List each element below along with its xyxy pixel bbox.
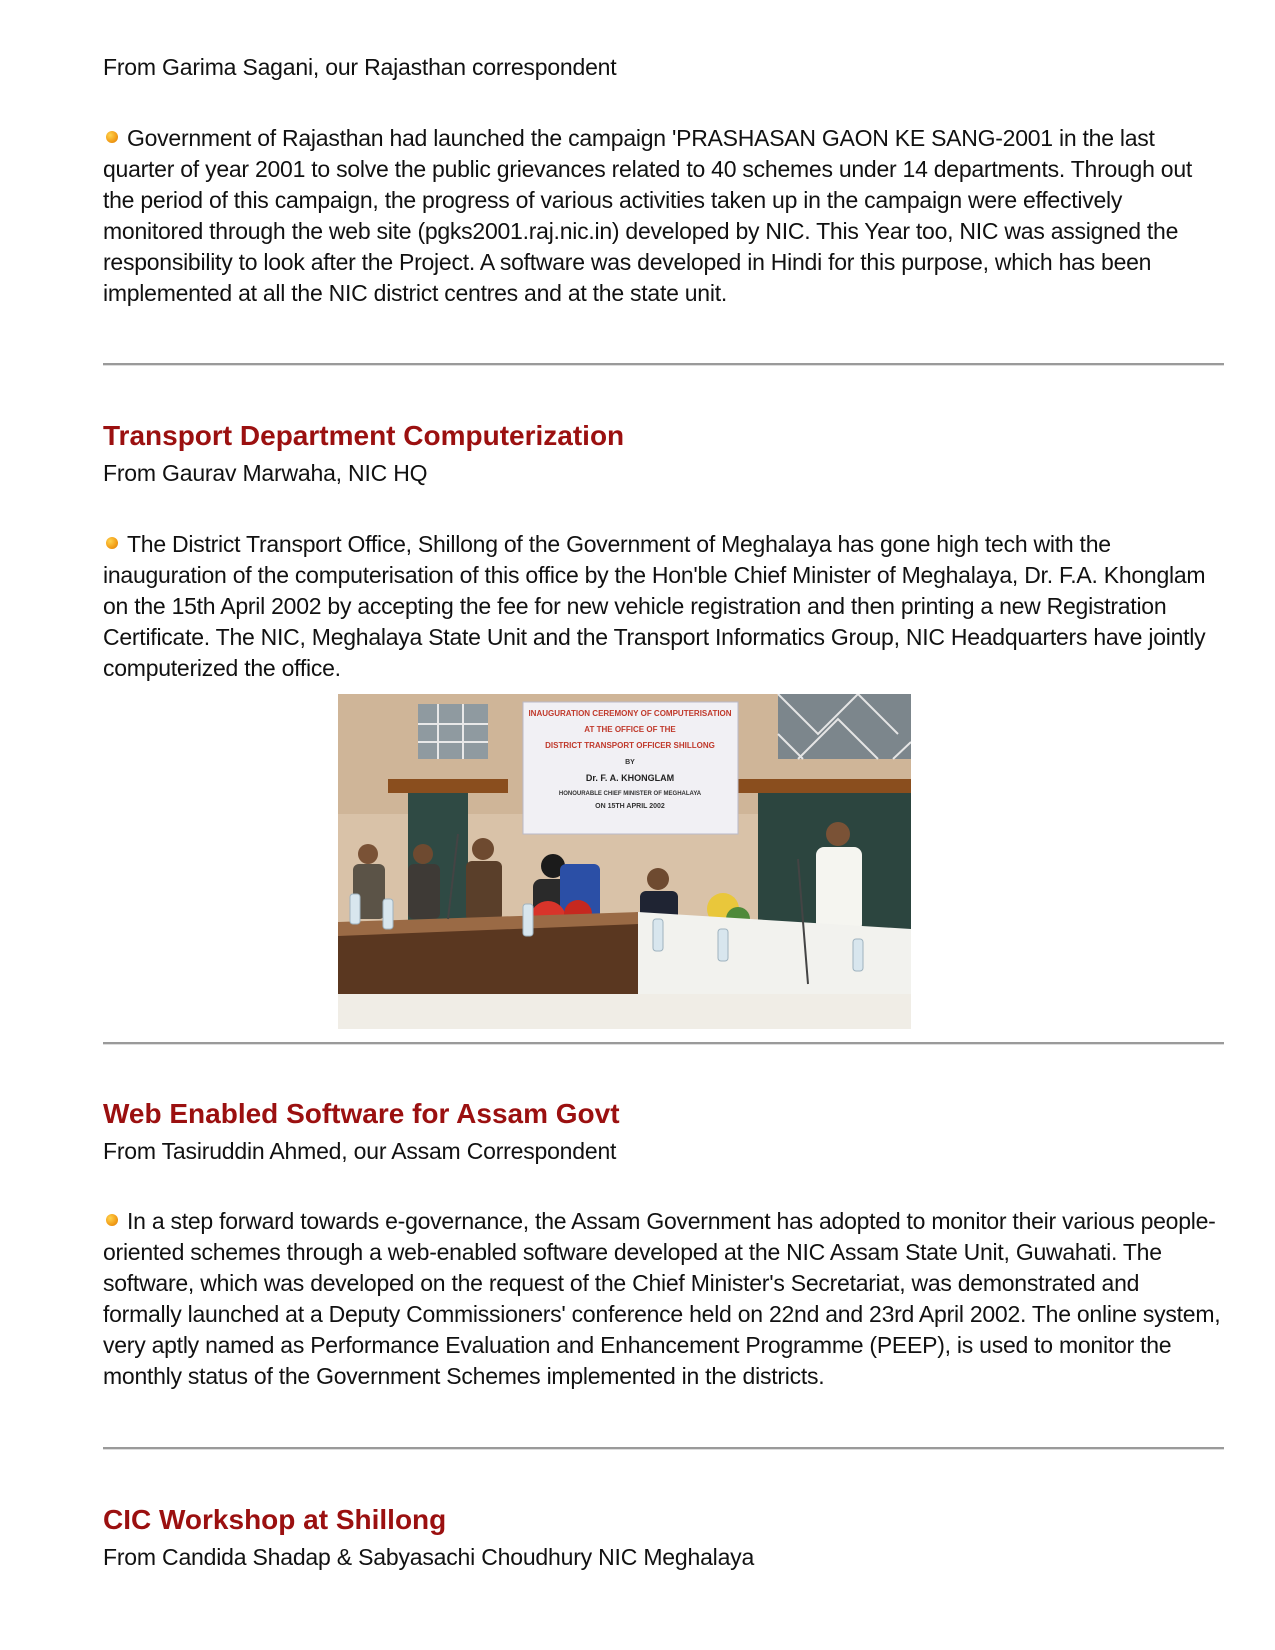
banner-line-4: BY <box>625 759 635 766</box>
section3-heading: Web Enabled Software for Assam Govt <box>103 1098 620 1129</box>
banner-line-6: HONOURABLE CHIEF MINISTER OF MEGHALAYA <box>558 791 702 797</box>
section3-byline: From Tasiruddin Ahmed, our Assam Correspondent <box>103 1138 617 1164</box>
section-divider <box>103 1447 1224 1450</box>
section-divider <box>103 1042 1224 1045</box>
section2-heading: Transport Department Computerization <box>103 420 625 451</box>
section4-heading: CIC Workshop at Shillong <box>103 1504 447 1535</box>
banner-line-3: DISTRICT TRANSPORT OFFICER SHILLONG <box>545 741 715 750</box>
section2-body <box>103 529 1223 684</box>
section3-body-text: In a step forward towards e-governance, the Assam Government has adopted to monitor their various people-oriented schemes through a web-enabled software developed at the NIC Assam State Unit, Guwahati. The software, which was developed on the request of the Chief Minister's Secretariat, was demonstrated and formally launched at a Deputy Commissioners' conference held on 22nd and 23rd April 2002. The online system, very aptly named as Performance Evaluation and Enhancement Programme (PEEP), is used to monitor the monthly status of the Government Schemes implemented in the districts. <box>103 1208 1221 1389</box>
orange-bullet-icon <box>106 537 118 549</box>
section1-body <box>103 123 1223 309</box>
banner-line-2: AT THE OFFICE OF THE <box>584 725 676 734</box>
banner-line-1: INAUGURATION CEREMONY OF COMPUTERISATION <box>528 709 732 718</box>
section-divider <box>103 363 1224 366</box>
inauguration-photo <box>338 694 911 1029</box>
section3-body <box>103 1206 1223 1392</box>
orange-bullet-icon <box>106 131 118 143</box>
section4-byline: From Candida Shadap & Sabyasachi Choudhury NIC Meghalaya <box>103 1544 755 1570</box>
section2-body-text: The District Transport Office, Shillong of the Government of Meghalaya has gone high tech with the inauguration of the computerisation of this office by the Hon'ble Chief Minister of Meghalaya, Dr. F.A. Khonglam on the 15th April 2002 by accepting the fee for new vehicle registration and then printing a new Registration Certificate. The NIC, Meghalaya State Unit and the Transport Informatics Group, NIC Headquarters have jointly computerized the office. <box>103 531 1206 681</box>
section1-byline: From Garima Sagani, our Rajasthan correspondent <box>103 54 617 80</box>
orange-bullet-icon <box>106 1214 118 1226</box>
banner-line-5: Dr. F. A. KHONGLAM <box>585 773 675 783</box>
section2-byline: From Gaurav Marwaha, NIC HQ <box>103 460 428 486</box>
inauguration-photo-image <box>338 694 911 1029</box>
banner-line-7: ON 15TH APRIL 2002 <box>595 803 665 810</box>
section1-body-text: Government of Rajasthan had launched the campaign 'PRASHASAN GAON KE SANG-2001 in the last quarter of year 2001 to solve the public grievances related to 40 schemes under 14 departments. Through out the period of this campaign, the progress of various activities taken up in the campaign were effectively monitored through the web site (pgks2001.raj.nic.in) developed by NIC. This Year too, NIC was assigned the responsibility to look after the Project. A software was developed in Hindi for this purpose, which has been implemented at all the NIC district centres and at the state unit. <box>103 125 1193 306</box>
